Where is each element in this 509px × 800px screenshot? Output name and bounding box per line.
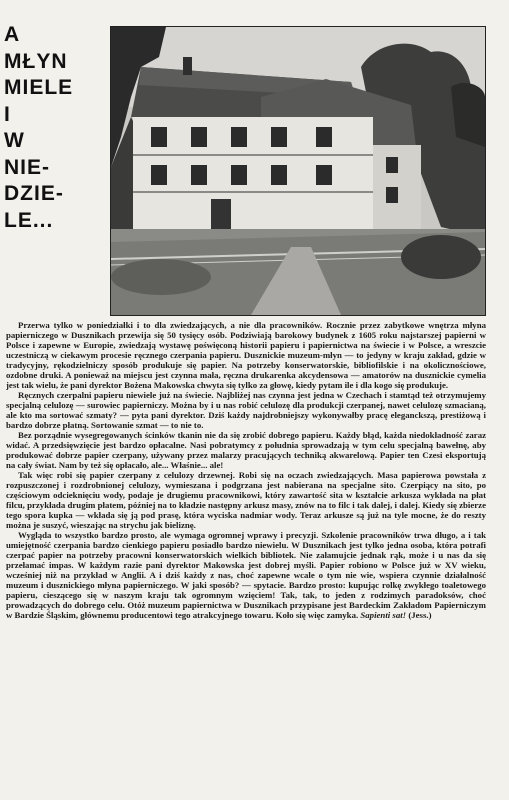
article-paragraph-last <box>6 530 486 620</box>
headline-line: MIELE <box>4 76 74 99</box>
headline-line: I <box>4 102 11 126</box>
article-body <box>6 320 486 798</box>
headline-line: A <box>4 23 21 46</box>
headline <box>4 22 104 234</box>
mill-photo <box>110 26 486 316</box>
headline-line: W <box>4 129 25 152</box>
article-paragraph: Bez porządnie wysegregowanych ścinków tkanin nie da się zrobić dobrego papieru. Każdy błąd, każda niedokładność zaraz widać. A przedsięwzięcie jest bardzo opłacalne. Nasi pobratymcy z południa sprowadzają w tym celu specjalną bawełnę, aby produkować dobrze papier czerpany, używany przez malarzy pracujących techniką akwarelową. Papier ten Czesi eksportują na cały świat. Nam by też się opłacało, ale... Właśnie... ale! <box>6 430 486 471</box>
headline-line: NIE- <box>4 155 50 179</box>
byline: (Jess.) <box>408 610 432 621</box>
article-paragraph: Ręcznych czerpalni papieru niewiele już na świecie. Najbliżej nas czynna jest jedna w Czechach i stamtąd też otrzymujemy specjalną celulozę — surowiec papierniczy. Można by i u nas robić celulozę dla produkcji czerpanej, nawet celulozę szmacianą, ale kto ma sortować szmaty? — pyta pani dyrektor. Dziś każdy najdrobniejszy wykonywałby pracę eleganckszą, prestiżową i bardzo dobrze płatną. Sortowanie szmat — to nie to. <box>6 390 486 431</box>
article-paragraph: Tak więc robi się papier czerpany z celulozy drzewnej. Robi się na oczach zwiedzających. Masa papierowa powstała z rozpuszczonej i rozdrobnionej celulozy, wymieszana i podgrzana jest nabierana na specjalne sito. Czerpiący na sito, po częściowym odcieknięciu wody, podaje je drugiemu pracownikowi, który zawartość sita w kształcie arkusza wykłada na płat filcu, przykłada drugim płatem, później na to kładzie następny arkusz masy, znów na to filc i tak dalej, i dalej. Kiedy się zbierze tego spora kupka — wkłada się ją pod prasę, która wyciska nadmiar wody. Teraz arkusze są już na tyle mocne, że do reszty można je suszyć, wieszając na strychu jak bieliznę. <box>6 470 486 531</box>
closing-phrase: Sapienti sat! <box>360 610 407 621</box>
headline-line: MŁYN <box>4 49 68 73</box>
article-paragraph: Przerwa tylko w poniedziałki i to dla zwiedzających, a nie dla pracowników. Rocznie przez zabytkowe wnętrza młyna papierniczego w Dusznikach przewija się 50 tysięcy osób. Podziwiają barokowy budynek z 1605 roku najstarszej papierni w Polsce i zapewne w Europie, zwiedzają wystawę poświęconą historii papieru i papiernictwa na świecie i w Polsce, a wreszcie uczestniczą w ciekawym procesie ręcznego czerpania papieru. Dusznickie muzeum-młyn — to jedyny w kraju zakład, gdzie w tradycyjny, rękodzielniczy sposób produkuje się papier. Na potrzeby konserwatorskie, bibliofilskie i na okolicznościowe, ozdobne druki. A ponieważ na miejscu jest czynna mała, ręczna drukarenka akcydensowa — amatorów na dusznickie cymelia jest tak wielu, że pani dyrektor Bożena Makowska chwyta się tylko za głowę, kiedy pytam ile i dla kogo się produkuje. <box>6 320 486 391</box>
headline-line: DZIE- <box>4 182 64 205</box>
article-paragraph-text: Wygląda to wszystko bardzo prosto, ale wymaga ogromnej wprawy i precyzji. Szkolenie pracowników trwa długo, a i tak umiejętność czerpania bardzo cienkiego papieru posiadło bardzo niewielu. W Dusznikach jest tylko jedna osoba, która potrafi czerpać papier na potrzeby pracowni konserwatorskich wielkich bibliotek. Nie załamujcie jednak rąk, może i u nas da się przełamać impas. W każdym razie pani dyrektor Makowska jest dobrej myśli. Papier robiono w Polsce już w XV wieku, wcześniej niż na przykład w Anglii. A i dziś każdy z nas, choć zapewne wcale o tym nie wie, wspiera czynnie działalność muzeum i dusznickiego młyna papierniczego. W jaki sposób? — spytacie. Bardzo prosto: kupując rolkę zwykłego toaletowego papieru, cieszącego się w naszym kraju tak ogromnym wzięciem! Tak, tak, to jeden z rodzimych paradoksów, choć prowadzących do dobrego celu. Otóż muzeum papiernictwa w Dusznikach przypisane jest Bardeckim Zakładom Papierniczym w Bardzie Śląskim, głównemu producentowi tego atrakcyjnego towaru. Koło się więc zamyka. <box>6 530 486 621</box>
headline-line: LE... <box>4 208 54 232</box>
